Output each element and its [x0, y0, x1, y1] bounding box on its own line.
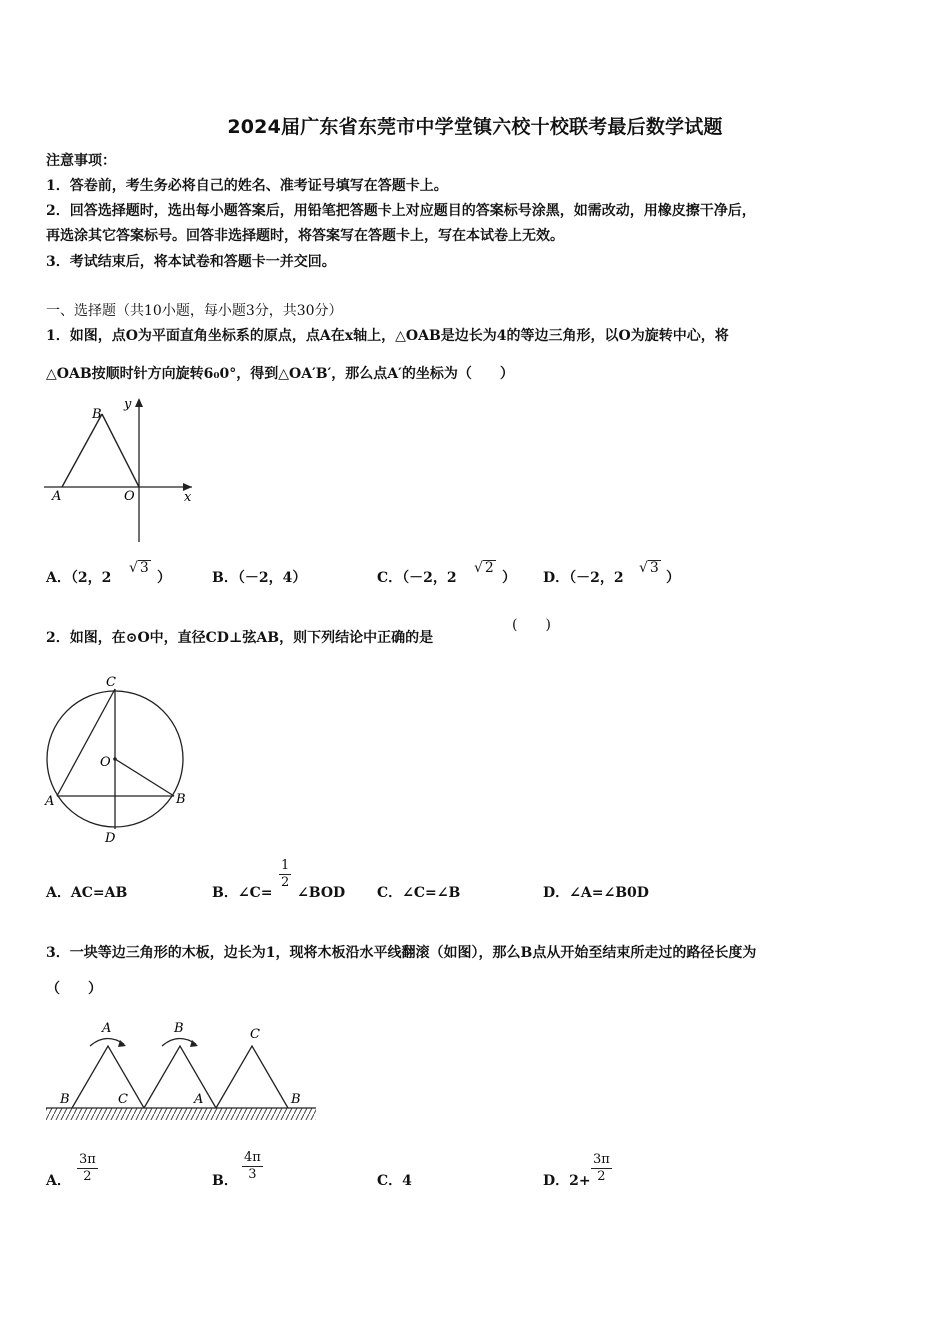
page-title: 2024届广东省东莞市中学堂镇六校十校联考最后数学试题: [227, 116, 723, 138]
q3-stem-line1: 3．一块等边三角形的木板，边长为1，现将木板沿水平线翻滚（如图），那么B点从开始至结束所走过的路径长度为: [46, 945, 757, 961]
label-C-top3: C: [250, 1027, 260, 1042]
q2-paren: ( ): [512, 617, 551, 633]
q1-option-d-sqrt: √ 3: [639, 560, 659, 576]
q1-option-c-pre: C．（－2，2: [377, 570, 457, 586]
q3-option-b-den: 3: [248, 1167, 257, 1182]
label-A-top1: A: [102, 1021, 112, 1036]
label-x: x: [184, 490, 192, 505]
q2-stem: 2．如图，在⊙O中，直径CD⊥弦AB，则下列结论中正确的是: [46, 630, 434, 646]
notice-item-1: 1．答卷前，考生务必将自己的姓名、准考证号填写在答题卡上。: [46, 178, 448, 194]
label-A: A: [45, 794, 55, 809]
q3-option-a-fraction: [77, 1152, 98, 1185]
q2-option-b-den: 2: [281, 875, 290, 890]
label-B: B: [92, 407, 102, 422]
section-heading: 一、选择题（共10小题，每小题3分，共30分）: [46, 303, 343, 319]
q3-option-d-den: 2: [597, 1169, 606, 1184]
q1-option-d-pre: D．（－2，2: [543, 570, 624, 586]
q1-option-a-pre: A．（2，2: [46, 570, 112, 586]
q3-option-a[interactable]: [46, 1172, 71, 1190]
q3-option-d-num: 3π: [593, 1152, 610, 1167]
q1-option-a[interactable]: [46, 569, 111, 587]
q1-option-d-rad: 3: [649, 560, 659, 576]
label-A: A: [52, 489, 62, 504]
q1-option-a-sqrt: √ 3: [129, 560, 149, 576]
q1-option-d-post: ）: [666, 570, 680, 586]
q2-option-b-pre: B．∠C=: [212, 885, 273, 901]
label-C-base: C: [118, 1092, 128, 1107]
q3-option-b[interactable]: [212, 1172, 238, 1190]
q3-option-d-fraction: [591, 1152, 612, 1185]
label-y: y: [124, 397, 132, 412]
label-C: C: [106, 675, 116, 690]
q2-option-c[interactable]: C．∠C=∠B: [377, 885, 461, 901]
notice-item-3: 3．考试结束后，将本试卷和答题卡一并交回。: [46, 254, 336, 270]
q2-option-b-post: ∠BOD: [297, 885, 346, 901]
q2-option-b-fraction: [279, 858, 291, 891]
q2-option-d[interactable]: D．∠A=∠B0D: [543, 885, 649, 901]
q3-option-b-fraction: [242, 1150, 263, 1183]
q1-stem-line1: 1．如图，点O为平面直角坐标系的原点，点A在x轴上，△OAB是边长为4的等边三角形，以O为旋转中心，将: [46, 328, 729, 344]
q3-option-d-pre: D．2+: [543, 1173, 591, 1189]
label-B: B: [176, 792, 186, 807]
q3-option-a-num: 3π: [79, 1152, 96, 1167]
q1-option-c-sqrt: √ 2: [474, 560, 494, 576]
q2-option-b[interactable]: [212, 884, 272, 902]
q3-option-b-pre: B．: [212, 1173, 238, 1189]
q1-option-a-rad: 3: [139, 560, 149, 576]
label-O: O: [100, 755, 111, 770]
q3-option-c[interactable]: C．4: [377, 1173, 412, 1189]
q1-option-c-rad: 2: [484, 560, 494, 576]
q2-option-b-num: 1: [281, 858, 290, 873]
q1-option-c[interactable]: [377, 569, 457, 587]
q3-figure: [44, 1014, 319, 1126]
q3-option-d[interactable]: [543, 1172, 591, 1190]
q1-option-c-post: ）: [502, 570, 516, 586]
label-A-base: A: [194, 1092, 204, 1107]
notice-heading: 注意事项：: [46, 153, 116, 169]
q3-option-a-pre: A．: [46, 1173, 71, 1189]
q1-stem-line2: △OAB按顺时针方向旋转6₀0°，得到△OA′B′，那么点A′的坐标为（ ）: [46, 366, 514, 382]
label-D: D: [105, 831, 116, 844]
q1-option-d[interactable]: [543, 569, 624, 587]
notice-item-2: 2．回答选择题时，选出每小题答案后，用铅笔把答题卡上对应题目的答案标号涂黑，如需改动，用橡皮擦干净后，: [46, 203, 756, 219]
notice-item-2-cont: 再选涂其它答案标号。回答非选择题时，将答案写在答题卡上，写在本试卷上无效。: [46, 228, 564, 244]
q2-option-a[interactable]: A．AC=AB: [46, 885, 128, 901]
q3-stem-line2: （ ）: [46, 981, 102, 997]
q1-option-a-post: ）: [157, 570, 171, 586]
q3-option-a-den: 2: [83, 1169, 92, 1184]
q3-option-b-num: 4π: [244, 1150, 261, 1165]
label-B-base: B: [60, 1092, 70, 1107]
label-B-end: B: [291, 1092, 301, 1107]
q2-figure: [40, 672, 195, 844]
label-B-top2: B: [174, 1021, 184, 1036]
q1-option-b[interactable]: B．（－2，4）: [212, 570, 307, 586]
q1-figure: [44, 394, 199, 544]
label-O: O: [124, 489, 135, 504]
